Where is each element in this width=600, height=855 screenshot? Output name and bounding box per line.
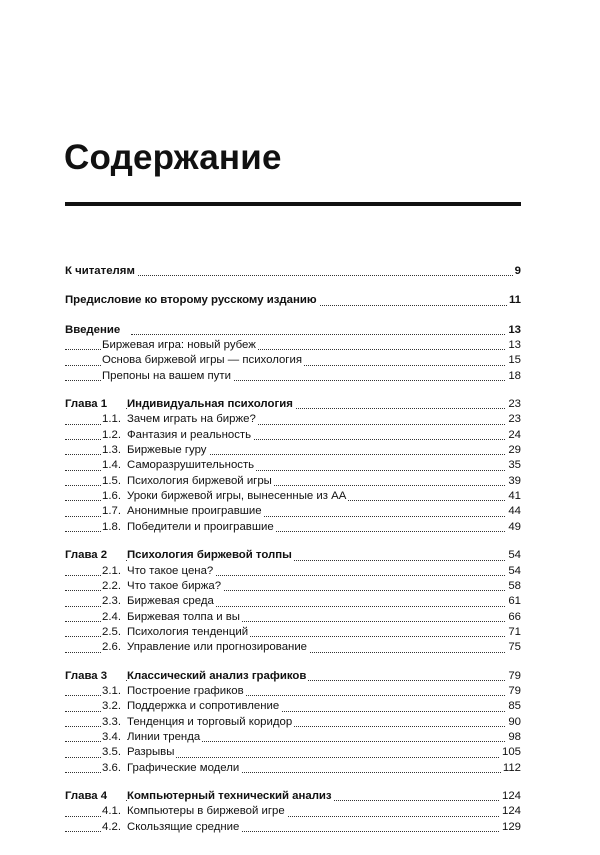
- toc-entry-label: Биржевая игра: новый рубеж: [102, 338, 258, 353]
- toc-page-number: 54: [506, 548, 521, 563]
- toc-section[interactable]: [65, 625, 521, 640]
- toc-page-number: 105: [500, 745, 521, 760]
- section-number: 3.6.: [102, 761, 128, 776]
- section-number: 3.3.: [102, 715, 128, 730]
- section-number: 2.3.: [102, 594, 128, 609]
- toc-page-number: 29: [506, 443, 521, 458]
- toc-section[interactable]: [65, 804, 521, 819]
- section-number: 1.6.: [102, 489, 128, 504]
- toc-entry-introduction[interactable]: [65, 323, 521, 338]
- toc-page-number: 24: [506, 428, 521, 443]
- toc-page-number: 85: [506, 699, 521, 714]
- toc-page-number: 66: [506, 610, 521, 625]
- toc-section[interactable]: [65, 474, 521, 489]
- toc-page-number: 23: [506, 397, 521, 412]
- section-title: Поддержка и сопротивление: [127, 699, 281, 714]
- toc-page-number: 90: [506, 715, 521, 730]
- section-title: Анонимные проигравшие: [127, 504, 264, 519]
- toc-page-number: 79: [506, 684, 521, 699]
- section-title: Тенденция и торговый коридор: [127, 715, 294, 730]
- toc-page-number: 35: [506, 458, 521, 473]
- section-number: 2.1.: [102, 564, 128, 579]
- section-number: 2.4.: [102, 610, 128, 625]
- toc-chapter-1[interactable]: [65, 397, 521, 412]
- section-title: Что такое биржа?: [127, 579, 223, 594]
- section-number: 3.5.: [102, 745, 128, 760]
- section-number: 1.5.: [102, 474, 128, 489]
- toc-page-number: 61: [506, 594, 521, 609]
- section-title: Биржевые гуру: [127, 443, 209, 458]
- section-number: 2.2.: [102, 579, 128, 594]
- toc-page-number: 49: [506, 520, 521, 535]
- section-title: Биржевая толпа и вы: [127, 610, 242, 625]
- toc-section[interactable]: [65, 412, 521, 427]
- toc-section[interactable]: [65, 745, 521, 760]
- section-title: Графические модели: [127, 761, 241, 776]
- section-title: Зачем играть на бирже?: [127, 412, 258, 427]
- section-title: Фантазия и реальность: [127, 428, 253, 443]
- section-number: 3.1.: [102, 684, 128, 699]
- toc-chapter-3[interactable]: [65, 669, 521, 684]
- toc-section[interactable]: [65, 730, 521, 745]
- section-number: 3.4.: [102, 730, 128, 745]
- toc-entry-label: Введение: [65, 323, 122, 338]
- toc-page-number: 44: [506, 504, 521, 519]
- toc-page-number: 71: [506, 625, 521, 640]
- chapter-number: Глава 1: [65, 397, 125, 412]
- toc-page-number: 15: [506, 353, 521, 368]
- section-title: Что такое цена?: [127, 564, 215, 579]
- toc-entry-label: К читателям: [65, 264, 137, 279]
- chapter-number: Глава 2: [65, 548, 125, 563]
- section-number: 1.7.: [102, 504, 128, 519]
- toc-page-number: 9: [513, 264, 521, 279]
- toc-section[interactable]: [65, 443, 521, 458]
- chapter-title: Компьютерный технический анализ: [127, 789, 334, 804]
- toc-chapter-2[interactable]: [65, 548, 521, 563]
- section-title: Саморазрушительность: [127, 458, 256, 473]
- section-title: Компьютеры в биржевой игре: [127, 804, 287, 819]
- section-title: Разрывы: [127, 745, 176, 760]
- section-title: Победители и проигравшие: [127, 520, 276, 535]
- section-number: 2.5.: [102, 625, 128, 640]
- toc-section[interactable]: [65, 820, 521, 835]
- section-title: Биржевая среда: [127, 594, 216, 609]
- toc-page-number: 54: [506, 564, 521, 579]
- toc-section[interactable]: [65, 610, 521, 625]
- section-number: 4.2.: [102, 820, 128, 835]
- toc-entry[interactable]: [65, 353, 521, 368]
- chapter-number: Глава 3: [65, 669, 125, 684]
- section-number: 1.1.: [102, 412, 128, 427]
- toc-page-number: 13: [506, 338, 521, 353]
- toc-section[interactable]: [65, 428, 521, 443]
- toc-section[interactable]: [65, 684, 521, 699]
- toc-entry-readers[interactable]: [65, 264, 521, 279]
- chapter-title: Классический анализ графиков: [127, 669, 308, 684]
- toc-page-number: 75: [506, 640, 521, 655]
- toc-page-number: 41: [506, 489, 521, 504]
- section-number: 1.4.: [102, 458, 128, 473]
- toc-section[interactable]: [65, 640, 521, 655]
- toc-entry-label: Основа биржевой игры — психология: [102, 353, 304, 368]
- section-title: Линии тренда: [127, 730, 202, 745]
- toc-page-number: 79: [506, 669, 521, 684]
- toc-page-number: 98: [506, 730, 521, 745]
- section-number: 1.3.: [102, 443, 128, 458]
- chapter-number: Глава 4: [65, 789, 125, 804]
- section-title: Построение графиков: [127, 684, 246, 699]
- toc-section[interactable]: [65, 520, 521, 535]
- toc-section[interactable]: [65, 715, 521, 730]
- toc-entry-preface[interactable]: [65, 293, 521, 308]
- section-title: Психология биржевой игры: [127, 474, 274, 489]
- toc-page-number: 58: [506, 579, 521, 594]
- section-title: Управление или прогнозирование: [127, 640, 309, 655]
- toc-page-number: 124: [500, 804, 521, 819]
- section-number: 1.8.: [102, 520, 128, 535]
- toc-page-number: 39: [506, 474, 521, 489]
- chapter-title: Психология биржевой толпы: [127, 548, 294, 563]
- table-of-contents: [65, 264, 521, 835]
- toc-entry[interactable]: [65, 338, 521, 353]
- toc-page-number: 23: [506, 412, 521, 427]
- section-number: 1.2.: [102, 428, 128, 443]
- toc-section[interactable]: [65, 458, 521, 473]
- toc-page-number: 18: [506, 369, 521, 384]
- section-number: 3.2.: [102, 699, 128, 714]
- toc-section[interactable]: [65, 489, 521, 504]
- toc-page-number: 11: [507, 293, 521, 308]
- toc-section[interactable]: [65, 579, 521, 594]
- page-title: Содержание: [64, 138, 282, 177]
- toc-page-number: 13: [506, 323, 521, 338]
- chapter-title: Индивидуальная психология: [127, 397, 295, 412]
- toc-entry[interactable]: [65, 369, 521, 384]
- toc-section[interactable]: [65, 699, 521, 714]
- section-number: 4.1.: [102, 804, 128, 819]
- section-title: Психология тенденций: [127, 625, 250, 640]
- section-number: 2.6.: [102, 640, 128, 655]
- toc-section[interactable]: [65, 504, 521, 519]
- toc-section[interactable]: [65, 761, 521, 776]
- dot-leader: [131, 323, 521, 338]
- toc-page-number: 124: [500, 789, 521, 804]
- toc-page-number: 112: [501, 761, 521, 776]
- toc-chapter-4[interactable]: [65, 789, 521, 804]
- section-title: Скользящие средние: [127, 820, 241, 835]
- toc-entry-label: Предисловие ко второму русскому изданию: [65, 293, 319, 308]
- title-rule: [65, 202, 521, 206]
- toc-entry-label: Препоны на вашем пути: [102, 369, 233, 384]
- toc-page-number: 129: [500, 820, 521, 835]
- section-title: Уроки биржевой игры, вынесенные из АА: [127, 489, 348, 504]
- toc-section[interactable]: [65, 564, 521, 579]
- toc-section[interactable]: [65, 594, 521, 609]
